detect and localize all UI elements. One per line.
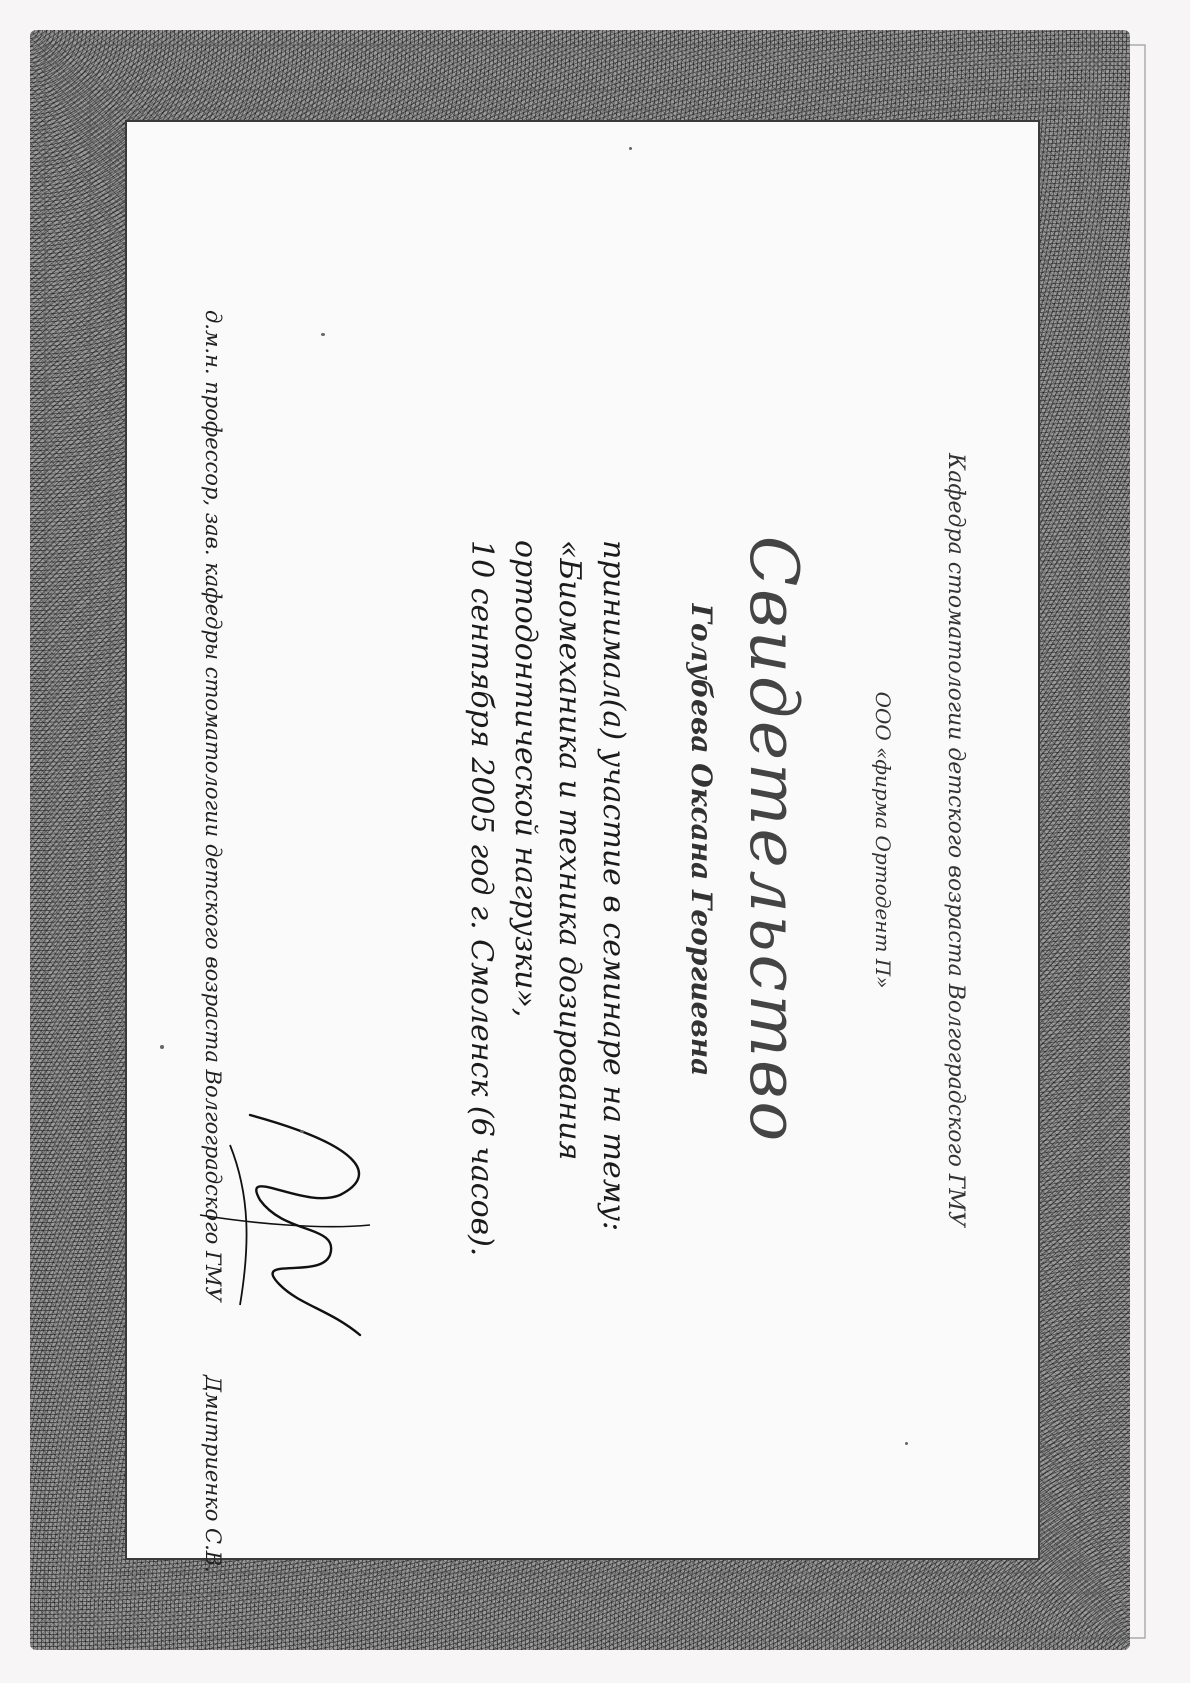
scan-speck [905, 1442, 908, 1445]
body-line: ортодонтической нагрузки», [508, 540, 543, 1018]
body-line: «Биомеханика и техника дозирования [552, 540, 587, 1161]
department-line: Кафедра стоматологии детского возраста Волгоградского ГМУ [943, 453, 968, 1227]
handwritten-signature [190, 1105, 400, 1345]
signatory-position: д.м.н. профессор, зав. кафедры стоматологии детского возраста Волгоградского ГМУ [201, 310, 225, 1302]
scan-speck [160, 1045, 164, 1049]
certificate-content [125, 120, 1040, 1573]
body-line: принимал(а) участие в семинаре на тему: [596, 540, 631, 1232]
recipient-name: Голубева Оксана Георгиевна [685, 603, 718, 1077]
firm-line: ООО «фирма Ортодент П» [871, 691, 895, 989]
body-line: 10 сентября 2005 год г. Смоленск (6 часов). [464, 540, 499, 1257]
scan-speck [300, 1130, 304, 1133]
scan-speck [629, 147, 632, 150]
certificate-title: Свидетельство [735, 535, 812, 1145]
signatory-name: Дмитриенко С.В. [201, 1375, 225, 1573]
scan-speck [321, 333, 325, 336]
seminar-description [459, 540, 635, 1440]
